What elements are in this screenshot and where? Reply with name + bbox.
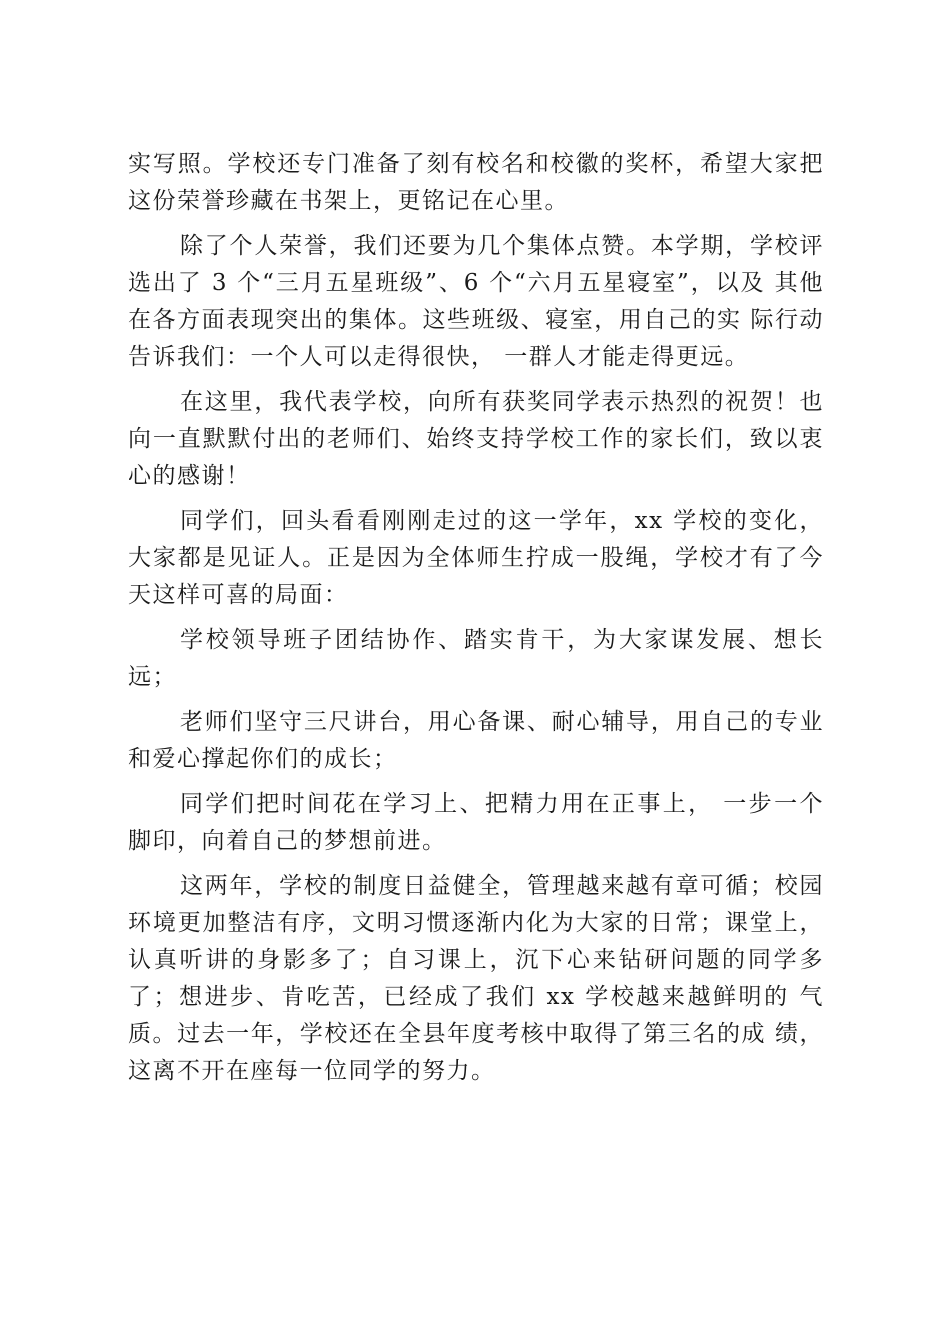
paragraph-6: 老师们坚守三尺讲台，用心备课、耐心辅导，用自己的专业和爱心撑起你们的成长； [128, 709, 824, 772]
paragraph-1: 实写照。学校还专门准备了刻有校名和校徽的奖杯，希望大家把这份荣誉珍藏在书架上，更铭记在心里。 [128, 151, 824, 214]
paragraph-8: 这两年，学校的制度日益健全，管理越来越有章可循；校园环境更加整洁有序，文明习惯逐渐内化为大家的日常；课堂上，认真听讲的身影多了；自习课上，沉下心来钻研问题的同学多了；想进步、肯吃苦，已经成了我们 xx 学校越来越鲜明的 气质。过去一年，学校还在全县年度考核中取得了第三名的成 绩，这离不开在座每一位同学的努力。 [128, 873, 824, 1084]
paragraph-5: 学校领导班子团结协作、踏实肯干，为大家谋发展、想长远； [128, 627, 824, 690]
paragraph-4: 同学们，回头看看刚刚走过的这一学年，xx 学校的变化，大家都是见证人。正是因为全体师生拧成一股绳，学校才有了今天这样可喜的局面： [128, 508, 824, 608]
paragraph-7: 同学们把时间花在学习上、把精力用在正事上， 一步一个脚印，向着自己的梦想前进。 [128, 791, 824, 854]
document-body [128, 146, 824, 1090]
paragraph-2: 除了个人荣誉，我们还要为几个集体点赞。本学期，学校评选出了 3 个“三月五星班级”、6 个“六月五星寝室”，以及 其他在各方面表现突出的集体。这些班级、寝室，用自己的实 际行动告诉我们：一个人可以走得很快， 一群人才能走得更远。 [128, 233, 824, 370]
paragraph-3: 在这里，我代表学校，向所有获奖同学表示热烈的祝贺！也向一直默默付出的老师们、始终支持学校工作的家长们，致以衷心的感谢！ [128, 389, 824, 489]
